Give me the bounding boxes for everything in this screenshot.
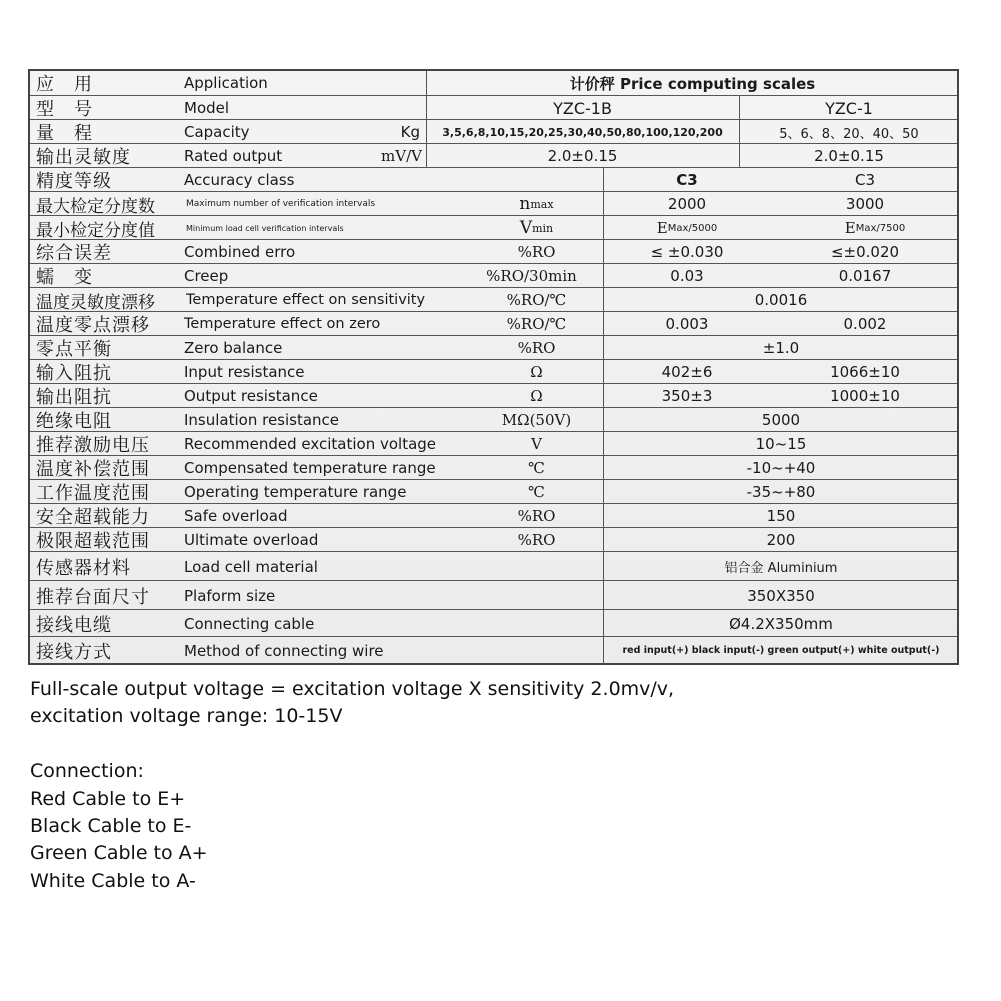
row-input-resistance [30,359,957,384]
output-res-b: 1000±10 [830,387,900,405]
symbol-sub: max [530,197,554,211]
creep-unit: %RO/30min [486,267,577,285]
application-value: 计价秤 Price computing scales [569,74,816,93]
label-en: Model [184,99,230,117]
label-cn: 应 用 [36,74,93,95]
accuracy-b: C3 [854,171,876,189]
label-cn: 安全超载能力 [36,507,150,528]
oper-temp-value: -35~+80 [746,483,816,501]
label-cn: 推荐台面尺寸 [36,586,150,608]
row-application [30,71,957,95]
symbol-sub: min [532,221,554,235]
label-en: Minimum load cell verification intervals [186,223,344,233]
row-model [30,95,957,120]
spacer [30,731,930,758]
excitation-value: 10~15 [755,435,807,453]
zero-balance-value: ±1.0 [762,339,800,357]
min-interval-b [771,216,959,240]
insulation-unit: MΩ(50V) [501,411,572,429]
input-res-a: 402±6 [661,363,713,381]
model-b: YZC-1 [825,98,873,118]
row-ultimate-overload [30,527,957,552]
creep-b: 0.0167 [838,267,892,285]
connection-red: Red Cable to E+ [30,787,186,810]
label-en: Combined erro [184,243,296,261]
label-cn: 综合误差 [36,243,112,264]
capacity-unit: Kg [400,123,420,141]
label-cn: 输入阻抗 [36,363,112,384]
label-cn: 量 程 [36,123,93,144]
label-cn: 绝缘电阻 [36,411,112,432]
temp-zero-a: 0.003 [665,315,709,333]
row-compensated-temp [30,455,957,480]
ult-overload-unit: %RO [517,531,556,549]
label-en: Connecting cable [184,614,315,633]
row-cable [30,609,957,637]
combined-unit: %RO [517,243,556,261]
rated-output-a: 2.0±0.15 [547,147,618,165]
temp-sens-value: 0.0016 [754,291,808,309]
row-max-intervals [30,191,957,216]
safe-overload-value: 150 [766,507,796,525]
min-interval-a [603,216,771,240]
label-en: Maximum number of verification intervals [186,199,376,209]
row-accuracy [30,167,957,192]
label-en: Ultimate overload [184,531,319,549]
row-temp-sensitivity [30,287,957,312]
label-en: Operating temperature range [184,483,407,501]
temp-sens-unit: %RO/℃ [506,291,567,309]
min-interval-symbol [470,216,603,240]
temp-zero-b: 0.002 [843,315,887,333]
spec-table [28,69,959,665]
input-res-unit: Ω [530,363,543,381]
wiring-value: red input(+) black input(-) green output(+) white output(-) [622,645,940,656]
label-en: Zero balance [184,339,283,357]
symbol-sub: Max/7500 [855,222,906,234]
row-temp-zero [30,311,957,336]
label-cn: 极限超载范围 [36,531,150,552]
symbol-e: E [656,219,668,237]
label-en: Load cell material [184,557,318,576]
note-line: Full-scale output voltage = excitation voltage X sensitivity 2.0mv/v, [30,678,675,700]
symbol-sub: Max/5000 [667,222,718,234]
connection-green: Green Cable to A+ [30,842,208,865]
label-cn: 蠕 变 [36,267,93,288]
label-cn: 精度等级 [36,171,112,192]
row-rated-output [30,143,957,168]
label-cn: 输出灵敏度 [36,147,131,168]
label-cn: 传感器材料 [36,557,131,579]
label-cn: 温度灵敏度漂移 [36,292,155,312]
label-en: Compensated temperature range [184,459,436,477]
row-excitation [30,431,957,456]
row-min-interval [30,215,957,240]
row-operating-temp [30,479,957,504]
row-insulation [30,407,957,432]
cable-value: Ø4.2X350mm [729,614,833,633]
combined-b: ≤±0.020 [830,243,900,261]
label-cn: 工作温度范围 [36,483,150,504]
label-en: Insulation resistance [184,411,340,429]
label-cn: 温度零点漂移 [36,315,150,336]
max-intervals-b: 3000 [845,195,885,213]
label-en: Rated output [184,147,283,165]
label-en: Recommended excitation voltage [184,435,437,453]
connection-white: White Cable to A- [30,869,196,892]
row-capacity [30,119,957,144]
max-intervals-symbol [470,192,603,216]
comp-temp-unit: ℃ [528,459,545,477]
output-res-a: 350±3 [661,387,713,405]
symbol-n: n [519,194,531,214]
capacity-a: 3,5,6,8,10,15,20,25,30,40,50,80,100,120,200 [442,125,723,139]
connection-black: Black Cable to E- [30,815,192,838]
material-value: 铝合金 Aluminium [724,561,838,576]
label-cn: 输出阻抗 [36,387,112,408]
excitation-unit: V [531,435,542,453]
zero-balance-unit: %RO [517,339,556,357]
label-cn: 接线方式 [36,641,112,663]
label-en: Temperature effect on zero [184,316,381,332]
label-en: Temperature effect on sensitivity [186,292,426,308]
capacity-b: 5、6、8、20、40、50 [779,126,919,142]
label-en: Capacity [184,123,250,141]
accuracy-a: C3 [676,171,698,189]
label-en: Application [184,74,268,92]
row-zero-balance [30,335,957,360]
oper-temp-unit: ℃ [528,483,545,501]
notes-block [30,676,930,895]
symbol-e: E [844,219,856,237]
label-en: Plaform size [184,586,276,605]
label-cn: 型 号 [36,99,93,120]
note-line: excitation voltage range: 10-15V [30,705,343,728]
label-en: Safe overload [184,507,288,525]
rated-output-unit: mV/V [381,147,422,165]
label-cn: 零点平衡 [36,339,112,360]
label-cn: 最小检定分度值 [36,220,155,240]
max-intervals-a: 2000 [667,195,707,213]
ult-overload-value: 200 [766,531,796,549]
label-cn: 最大检定分度数 [36,196,155,216]
label-cn: 接线电缆 [36,614,112,636]
safe-overload-unit: %RO [517,507,556,525]
output-res-unit: Ω [530,387,543,405]
row-output-resistance [30,383,957,408]
label-en: Accuracy class [184,171,295,189]
row-material [30,551,957,581]
creep-a: 0.03 [670,267,704,285]
rated-output-b: 2.0±0.15 [814,147,884,165]
row-platform-size [30,580,957,610]
label-en: Input resistance [184,363,305,381]
platform-value: 350X350 [747,586,815,605]
connection-heading: Connection: [30,760,144,783]
label-en: Creep [184,267,229,285]
symbol-v: V [519,218,533,238]
row-creep [30,263,957,288]
label-en: Method of connecting wire [184,641,384,660]
comp-temp-value: -10~+40 [746,459,816,477]
label-cn: 温度补偿范围 [36,459,150,480]
insulation-value: 5000 [761,411,801,429]
model-a: YZC-1B [553,98,612,118]
row-wiring [30,636,957,664]
row-combined-error [30,239,957,264]
label-cn: 推荐激励电压 [36,435,150,456]
input-res-b: 1066±10 [830,363,900,381]
label-en: Output resistance [184,387,318,405]
combined-a: ≤ ±0.030 [650,243,724,261]
row-safe-overload [30,503,957,528]
temp-zero-unit: %RO/℃ [506,315,567,333]
